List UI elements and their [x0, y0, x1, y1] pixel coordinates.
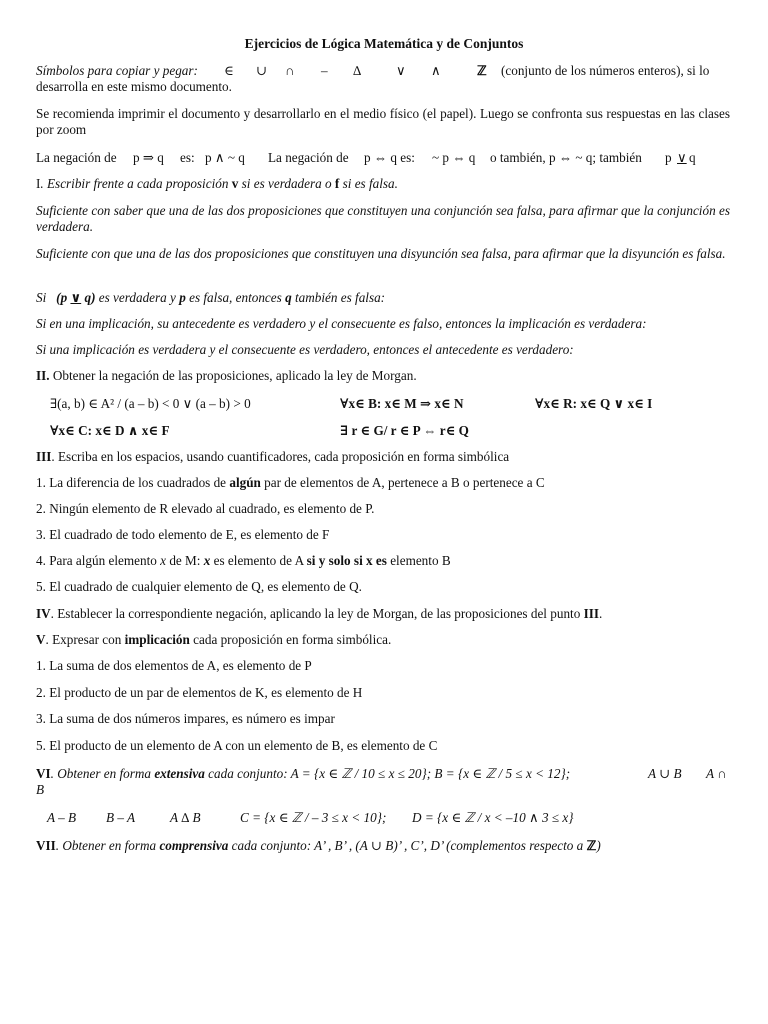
section-7-b: comprensiva	[159, 838, 229, 853]
item-3-d: es verdadera y	[95, 290, 180, 305]
negation-expr-2: p ⇔ q es:	[364, 150, 415, 165]
section-2-text: Obtener la negación de las proposiciones, aplicado la ley de Morgan.	[49, 368, 417, 383]
xor-q: q	[689, 150, 696, 165]
negation-expr-1: p ⇒ q	[133, 150, 164, 165]
s3-i1-a: 1. La diferencia de los cuadrados de	[36, 475, 230, 490]
section-5-c: cada proposición en forma simbólica.	[189, 632, 392, 647]
section-6-intersection: A ∩	[706, 766, 727, 781]
section-4-text: . Establecer la correspondiente negación, aplicando la ley de Morgan, de las proposiciones del punto	[50, 606, 584, 621]
symbols-label: Símbolos para copiar y pegar:	[36, 63, 198, 78]
section-3-item-3: 3. El cuadrado de todo elemento de E, es elemento de F	[36, 527, 330, 542]
section-3-number: III	[36, 449, 52, 464]
section-1-text: . Escribir frente a cada proposición	[40, 176, 232, 191]
section-1-mid: si es verdadera o	[238, 176, 335, 191]
symbol-minus: –	[321, 63, 328, 78]
symbol-or: ∨	[396, 63, 406, 78]
section-1-number: I	[36, 176, 41, 191]
section-7-heading	[36, 838, 730, 854]
section-4-end: .	[599, 606, 603, 621]
item-3-q2: q	[285, 290, 292, 305]
section-1-item-1: Suficiente con saber que una de las dos proposiciones que constituyen una conjunción sea falsa, para afirmar que la conjunción es verdadera.	[36, 203, 730, 234]
section-5-item-4: 5. El producto de un elemento de A con un elemento de B, es elemento de C	[36, 738, 438, 753]
s3-i4-c: es elemento de A	[210, 553, 307, 568]
symbols-line-2: desarrolla en este mismo documento.	[36, 79, 232, 94]
section-2-number: II.	[36, 368, 50, 383]
section-6-b-minus-a: B – A	[106, 810, 136, 825]
s3-i4-x1: x	[160, 553, 167, 568]
item-3-q: q	[84, 290, 92, 305]
section-6-b-cont: B	[36, 782, 45, 797]
s3-i4-e: elemento B	[386, 553, 451, 568]
recommendation-text: Se recomienda imprimir el documento y desarrollarlo en el medio físico (el papel). Luego se confronta sus respuestas en las clases por zoom	[36, 106, 730, 137]
section-4-heading	[36, 606, 730, 622]
negation-es-1: es:	[180, 150, 195, 165]
section-6-union: A ∪ B	[648, 766, 682, 781]
section-3-item-1	[36, 475, 730, 491]
section-3-heading	[36, 449, 730, 465]
section-5-b: implicación	[124, 632, 190, 647]
item-3-open: (	[56, 290, 61, 305]
section-4-number: IV	[36, 606, 51, 621]
section-6-sym-diff: A ∆ B	[170, 810, 201, 825]
section-3-item-4	[36, 553, 730, 569]
section-6-number: VI	[36, 766, 51, 781]
section-2-expr-3: ∀x∈ R: x∈ Q ∨ x∈ I	[535, 396, 653, 411]
symbol-integers: ℤ	[477, 63, 487, 78]
xor-p: p	[665, 150, 672, 165]
section-1-tail: si es falsa.	[339, 176, 398, 191]
section-1-heading	[36, 176, 730, 192]
s3-i4-a: 4. Para algún elemento	[36, 553, 161, 568]
xor-symbol: ∨	[677, 150, 687, 165]
section-6-heading	[36, 766, 730, 782]
section-6-a: . Obtener en forma	[50, 766, 155, 781]
section-6-a-minus-b: A – B	[47, 810, 77, 825]
document-title: Ejercicios de Lógica Matemática y de Conjuntos	[244, 36, 524, 51]
section-4-ref: III	[583, 606, 600, 621]
section-6-set-c: C = {x ∈ ℤ / – 3 ≤ x < 10};	[240, 810, 387, 825]
item-3-f: también es falsa:	[291, 290, 386, 305]
section-1-item-4: Si en una implicación, su antecedente es verdadero y el consecuente es falso, entonces la implicación es verdadera:	[36, 316, 647, 331]
negation-result-1: p ∧ ~ q	[205, 150, 245, 165]
section-5-a: . Expresar con	[45, 632, 125, 647]
symbols-rest: (conjunto de los números enteros), si lo	[501, 63, 710, 78]
section-1-f: f	[334, 176, 340, 191]
section-6-c: cada conjunto: A = {x ∈ ℤ / 10 ≤ x ≤ 20}; B = {x ∈ ℤ / 5 ≤ x < 12};	[204, 766, 571, 781]
section-7-a: . Obtener en forma	[55, 838, 160, 853]
section-3-item-2: 2. Ningún elemento de R elevado al cuadrado, es elemento de P.	[36, 501, 375, 516]
section-6-b: extensiva	[154, 766, 205, 781]
negation-also: o también, p ⇔ ~ q; también	[490, 150, 642, 165]
s3-i4-x2: x	[203, 553, 211, 568]
section-7-z: ℤ	[586, 838, 597, 853]
section-3-text: . Escriba en los espacios, usando cuantificadores, cada proposición en forma simbólica	[51, 449, 510, 464]
symbol-and: ∧	[431, 63, 441, 78]
section-2-expr-5: ∃ r ∈ G/ r ∈ P ⇔ r∈ Q	[340, 423, 469, 438]
section-1-item-3	[36, 290, 730, 306]
section-2-heading	[36, 368, 730, 384]
symbol-intersection: ∩	[285, 63, 295, 78]
negation-label-2: La negación de	[268, 150, 349, 165]
section-2-expr-2: ∀x∈ B: x∈ M ⇒ x∈ N	[340, 396, 464, 411]
section-7-d: )	[596, 838, 601, 853]
item-3-close: )	[91, 290, 96, 305]
item-3-or: ∨	[70, 290, 82, 305]
symbol-union: ∪	[256, 63, 268, 78]
item-3-p: p	[60, 290, 68, 305]
section-1-item-2: Suficiente con que una de las dos proposiciones que constituyen una disyunción sea falsa, para afirmar que la disyunción es falsa.	[36, 246, 726, 261]
section-1-item-5: Si una implicación es verdadera y el consecuente es verdadero, entonces el antecedente es verdadero:	[36, 342, 574, 357]
section-1-v: v	[231, 176, 239, 191]
symbol-delta: ∆	[353, 63, 362, 78]
section-2-expr-4: ∀x∈ C: x∈ D ∧ x∈ F	[50, 423, 170, 438]
s3-i1-b: algún	[229, 475, 261, 490]
section-5-item-1: 1. La suma de dos elementos de A, es elemento de P	[36, 658, 312, 673]
section-5-item-3: 3. La suma de dos números impares, es número es impar	[36, 711, 335, 726]
negation-label-1: La negación de	[36, 150, 117, 165]
negation-result-2: ~ p ⇔ q	[432, 150, 476, 165]
s3-i1-c: par de elementos de A, pertenece a B o pertenece a C	[260, 475, 545, 490]
s3-i4-d: si y solo si x es	[306, 553, 387, 568]
section-5-item-2: 2. El producto de un par de elementos de K, es elemento de H	[36, 685, 363, 700]
section-5-heading	[36, 632, 730, 648]
section-3-item-5: 5. El cuadrado de cualquier elemento de Q, es elemento de Q.	[36, 579, 362, 594]
section-7-c: cada conjunto: A’ , B’ , (A ∪ B)’ , C’, D’ (complementos respecto a	[228, 838, 587, 853]
section-2-expr-1: ∃(a, b) ∈ A² / (a – b) < 0 ∨ (a – b) > 0	[50, 396, 251, 411]
item-3-e: es falsa, entonces	[185, 290, 286, 305]
section-6-set-d: D = {x ∈ ℤ / x < –10 ∧ 3 ≤ x}	[412, 810, 574, 825]
symbol-element-of: ∈	[224, 63, 234, 78]
item-3-si: Si	[36, 290, 47, 305]
section-5-number: V	[36, 632, 46, 647]
section-7-number: VII	[36, 838, 56, 853]
s3-i4-b: de M:	[166, 553, 204, 568]
item-3-p2: p	[179, 290, 186, 305]
